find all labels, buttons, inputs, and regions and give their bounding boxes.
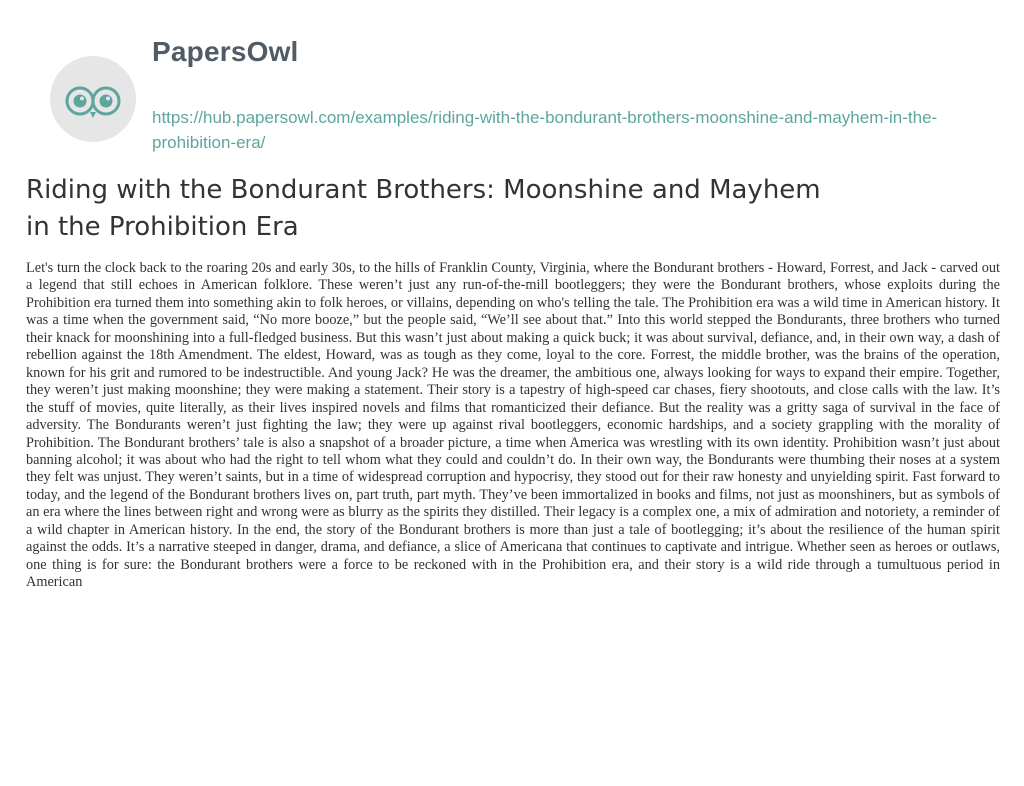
source-url-link[interactable]: https://hub.papersowl.com/examples/riding-with-the-bondurant-brothers-moonshine-and-mayhem-in-the-prohibition-era/	[152, 108, 938, 152]
header	[50, 36, 980, 156]
owl-eyes-icon	[50, 56, 136, 142]
article-title: Riding with the Bondurant Brothers: Moonshine and Mayhem in the Prohibition Era	[26, 175, 821, 242]
owl-logo-icon	[50, 56, 136, 142]
brand-name: PapersOwl	[152, 36, 299, 67]
article-body: Let's turn the clock back to the roaring 20s and early 30s, to the hills of Franklin County, Virginia, where the Bondurant brothers - Howard, Forrest, and Jack - carved out a legend that still echoes in American folklore. These weren’t just any run-of-the-mill bootleggers; they were the Bondurant brothers, whose exploits during the Prohibition era turned them into something akin to folk heroes, or villains, depending on who's telling the tale. The Prohibition era was a wild time in American history. It was a time when the government said, “No more booze,” but the people said, “We’ll see about that.” Into this world stepped the Bondurants, three brothers who turned their knack for moonshining into a full-fledged business. But this wasn’t just about making a quick buck; it was about survival, defiance, and, in their own way, a dash of rebellion against the 18th Amendment. The eldest, Howard, was as tough as they come, loyal to the core. Forrest, the middle brother, was the brains of the operation, known for his grit and rumored to be indestructible. And young Jack? He was the dreamer, the ambitious one, always looking for ways to expand their empire. Together, they weren’t just making moonshine; they were making a statement. Their story is a tapestry of high-speed car chases, fiery shootouts, and close calls with the law. It’s the stuff of movies, quite literally, as their lives inspired novels and films that romanticized their defiance. But the reality was a gritty saga of survival in the face of adversity. The Bondurants weren’t just fighting the law; they were up against rival bootleggers, economic hardships, and a society grappling with the morality of Prohibition. The Bondurant brothers’ tale is also a snapshot of a broader picture, a time when America was wrestling with its own identity. Prohibition wasn’t just about banning alcohol; it was about who had the right to tell whom what they could and couldn’t do. In their own way, the Bondurants were thumbing their noses at a system they felt was unjust. They weren’t saints, but in a time of widespread corruption and hypocrisy, they stood out for their raw honesty and unyielding spirit. Fast forward to today, and the legend of the Bondurant brothers lives on, part truth, part myth. They’ve been immortalized in books and films, not just as moonshiners, but as symbols of an era where the lines between right and wrong were as blurry as the spirits they distilled. Their legacy is a complex one, a mix of admiration and notoriety, a reminder of a wild chapter in American history. In the end, the story of the Bondurant brothers is more than just a tale of bootlegging; it’s about the resilience of the human spirit against the odds. It’s a narrative steeped in danger, drama, and defiance, a slice of Americana that continues to captivate and intrigue. Whether seen as heroes or outlaws, one thing is for sure: the Bondurant brothers were a force to be reckoned with in the Prohibition era, and their story is a wild ride through a tumultuous period in American	[26, 260, 1000, 591]
